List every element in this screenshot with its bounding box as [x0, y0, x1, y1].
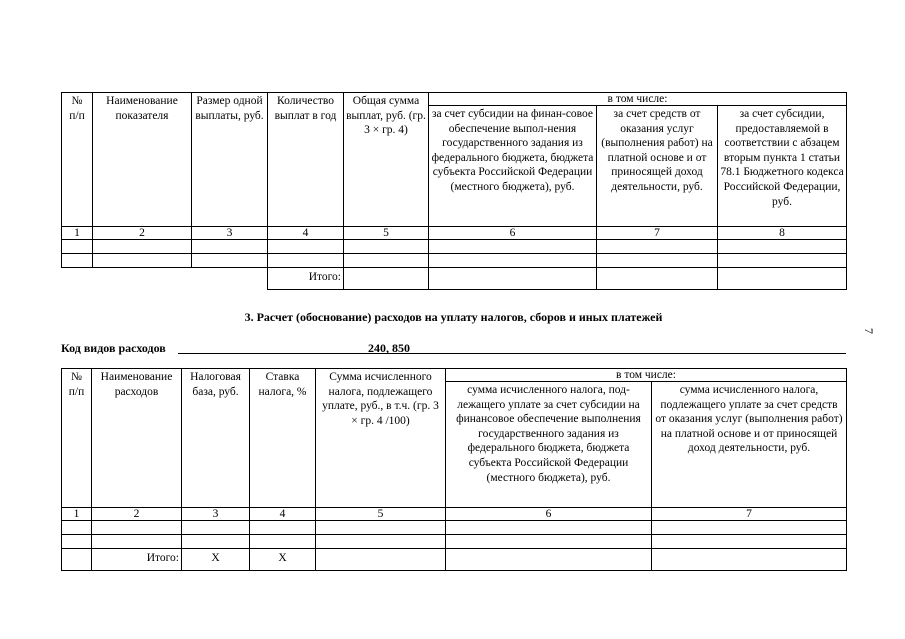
total-cell[interactable]	[316, 549, 446, 571]
table-cell[interactable]	[92, 521, 182, 535]
table-cell[interactable]	[429, 240, 597, 254]
column-number: 2	[93, 227, 192, 240]
taxes-table	[61, 368, 847, 571]
column-number: 1	[62, 508, 92, 521]
table-cell[interactable]	[182, 535, 250, 549]
column-number: 1	[62, 227, 93, 240]
header-total-sum: Общая сумма выплат, руб. (гр. 3 × гр. 4)	[344, 93, 429, 227]
table-cell[interactable]	[718, 254, 847, 268]
header-subsidy: за счет субсидии на финан-совое обеспечение выпол-нения государственного задания из федерального бюджета, бюджета субъекта Российской Федерации (местного бюджета), руб.	[429, 106, 597, 227]
total-label: Итого:	[92, 549, 182, 571]
header-including: в том числе:	[429, 93, 847, 106]
column-number: 4	[250, 508, 316, 521]
page-number: 7	[862, 328, 876, 334]
total-spacer	[62, 268, 268, 290]
expense-code-value[interactable]: 240, 850	[368, 341, 410, 355]
column-number: 3	[192, 227, 268, 240]
total-cell[interactable]	[62, 549, 92, 571]
table-cell[interactable]	[344, 254, 429, 268]
header-payment-size: Размер одной выплаты, руб.	[192, 93, 268, 227]
column-number: 6	[446, 508, 652, 521]
column-number: 5	[316, 508, 446, 521]
column-number: 4	[268, 227, 344, 240]
total-cell[interactable]	[429, 268, 597, 290]
table-cell[interactable]	[62, 254, 93, 268]
table-row	[62, 521, 847, 535]
total-cell[interactable]	[652, 549, 847, 571]
expense-code-row	[61, 341, 846, 357]
header-num: № п/п	[62, 93, 93, 227]
total-rate-x: X	[250, 549, 316, 571]
table-cell[interactable]	[250, 535, 316, 549]
column-number: 7	[652, 508, 847, 521]
header-name: Наименование расходов	[92, 369, 182, 508]
column-number: 7	[597, 227, 718, 240]
column-number: 5	[344, 227, 429, 240]
table-cell[interactable]	[93, 240, 192, 254]
table-cell[interactable]	[62, 521, 92, 535]
table-row	[62, 240, 847, 254]
table-cell[interactable]	[446, 535, 652, 549]
header-tax-base: Налоговая база, руб.	[182, 369, 250, 508]
total-row	[62, 549, 847, 571]
table-cell[interactable]	[316, 521, 446, 535]
header-article: за счет субсидии, предоставляемой в соответствии с абзацем вторым пункта 1 статьи 78.1 Бюджетного кодекса Российской Федерации, руб.	[718, 106, 847, 227]
section-title: 3. Расчет (обоснование) расходов на уплату налогов, сборов и иных платежей	[244, 310, 663, 324]
payments-table	[61, 92, 847, 290]
table-row	[62, 535, 847, 549]
column-number: 6	[429, 227, 597, 240]
table-cell[interactable]	[597, 254, 718, 268]
table-cell[interactable]	[344, 240, 429, 254]
table-cell[interactable]	[93, 254, 192, 268]
header-subsidy: сумма исчисленного налога, под-лежащего уплате за счет субсидии на финансовое обеспечение выполнения государственного задания из федерального бюджета, бюджета субъекта Российской Федерации (местного бюджета), руб.	[446, 382, 652, 508]
header-tax-sum: Сумма исчисленного налога, подлежащего уплате, руб., в т.ч. (гр. 3 × гр. 4 /100)	[316, 369, 446, 508]
table-cell[interactable]	[597, 240, 718, 254]
table-cell[interactable]	[62, 535, 92, 549]
header-count: Количество выплат в год	[268, 93, 344, 227]
total-cell[interactable]	[344, 268, 429, 290]
table-cell[interactable]	[652, 535, 847, 549]
table-cell[interactable]	[268, 254, 344, 268]
table-cell[interactable]	[182, 521, 250, 535]
expense-code-label: Код видов расходов	[61, 341, 166, 355]
column-number: 2	[92, 508, 182, 521]
column-numbers-row	[62, 508, 847, 521]
table-cell[interactable]	[192, 254, 268, 268]
table-cell[interactable]	[62, 240, 93, 254]
total-base-x: X	[182, 549, 250, 571]
table-row	[62, 254, 847, 268]
table-cell[interactable]	[446, 521, 652, 535]
total-label: Итого:	[268, 268, 344, 290]
column-numbers-row	[62, 227, 847, 240]
header-services: сумма исчисленного налога, подлежащего уплате за счет средств от оказания услуг (выполнения работ) на платной основе и от приносящей доход деятельности, руб.	[652, 382, 847, 508]
header-services: за счет средств от оказания услуг (выполнения работ) на платной основе и от приносящей доход деятельности, руб.	[597, 106, 718, 227]
expense-code-underline	[178, 353, 846, 354]
total-cell[interactable]	[718, 268, 847, 290]
total-cell[interactable]	[597, 268, 718, 290]
header-including: в том числе:	[446, 369, 847, 382]
column-number: 3	[182, 508, 250, 521]
table-cell[interactable]	[429, 254, 597, 268]
table-cell[interactable]	[192, 240, 268, 254]
header-num: № п/п	[62, 369, 92, 508]
header-name: Наименование показателя	[93, 93, 192, 227]
table-cell[interactable]	[250, 521, 316, 535]
column-number: 8	[718, 227, 847, 240]
table-cell[interactable]	[718, 240, 847, 254]
total-cell[interactable]	[446, 549, 652, 571]
table-cell[interactable]	[652, 521, 847, 535]
table-cell[interactable]	[268, 240, 344, 254]
table-cell[interactable]	[92, 535, 182, 549]
header-tax-rate: Ставка налога, %	[250, 369, 316, 508]
total-row	[62, 268, 847, 290]
table-cell[interactable]	[316, 535, 446, 549]
